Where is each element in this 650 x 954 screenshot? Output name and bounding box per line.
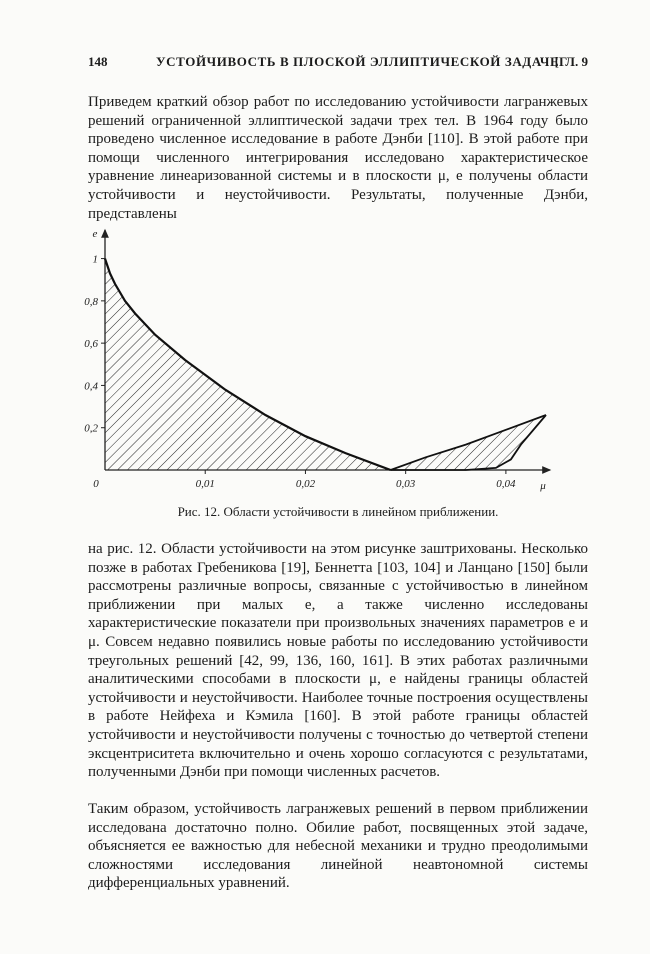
paragraph-discussion: на рис. 12. Области устойчивости на этом рисунке заштрихованы. Несколько позже в работах Гребеникова [19], Беннетта [103, 104] и Ланцано [150] были рассмотрены различные вопросы, связанные с устойчивостью в линейном приближении при малых e, а также численно исследованы характеристические показатели при произвольных значениях параметров e и μ. Совсем недавно появились новые работы по исследованию устойчивости треугольных решений [42, 99, 136, 160, 161]. В этих работах различными аналитическими способами в плоскости μ, e найдены границы областей устойчивости и неустойчивости. Наиболее точные построения осуществлены в работе Нейфеха и Кэмила [160]. В этой работе границы областей устойчивости и неустойчивости получены с точностью до четвертой степени эксцентриситета включительно и очень хорошо согласуются с результатами, полученными Дэнби при помощи численных расчетов. (88, 541, 588, 781)
paragraph-intro: Приведем краткий обзор работ по исследованию устойчивости лагранжевых решений ограниченной эллиптической задачи трех тел. В 1964 году было проведено численное исследование в работе Дэнби [110]. В этой работе при помощи численного интегрирования исследовано характеристическое уравнение линеаризованной системы и в плоскости μ, e получены области устойчивости и неустойчивости. Результаты, полученные Дэнби, представлены (88, 94, 588, 222)
running-header (88, 54, 588, 74)
origin-label: 0 (93, 478, 99, 490)
x-tick-label-3: 0,04 (496, 478, 516, 490)
y-tick-label-2: 0,6 (84, 338, 98, 351)
x-tick-label-2: 0,03 (396, 478, 416, 490)
paragraph-conclusion: Таким образом, устойчивость лагранжевых решений в первом приближении исследована достаточно полно. Обилие работ, посвященных этой задаче, объясняется ее важностью для небесной механики и трудно преодолимыми сложностями исследования линейной неавтономной системы дифференциальных уравнений. (88, 801, 588, 892)
running-title: УСТОЙЧИВОСТЬ В ПЛОСКОЙ ЭЛЛИПТИЧЕСКОЙ ЗАДАЧЕ (156, 54, 560, 69)
y-tick-label-1: 0,4 (84, 380, 98, 393)
chapter-label: [ГЛ. 9 (554, 54, 588, 69)
y-tick-label-0: 0,2 (84, 422, 98, 435)
y-tick-label-4: 1 (92, 253, 98, 266)
x-axis-label: μ (540, 480, 546, 492)
x-tick-label-0: 0,01 (195, 478, 215, 490)
stable-region-left (105, 259, 391, 470)
y-axis-label: e (92, 228, 98, 240)
figure-caption: Рис. 12. Области устойчивости в линейном приближении. (177, 504, 499, 519)
page-number: 148 (88, 54, 108, 69)
figure-12 (78, 222, 568, 497)
y-tick-label-3: 0,8 (84, 295, 98, 308)
stability-chart (78, 222, 568, 497)
x-tick-label-1: 0,02 (295, 478, 316, 490)
